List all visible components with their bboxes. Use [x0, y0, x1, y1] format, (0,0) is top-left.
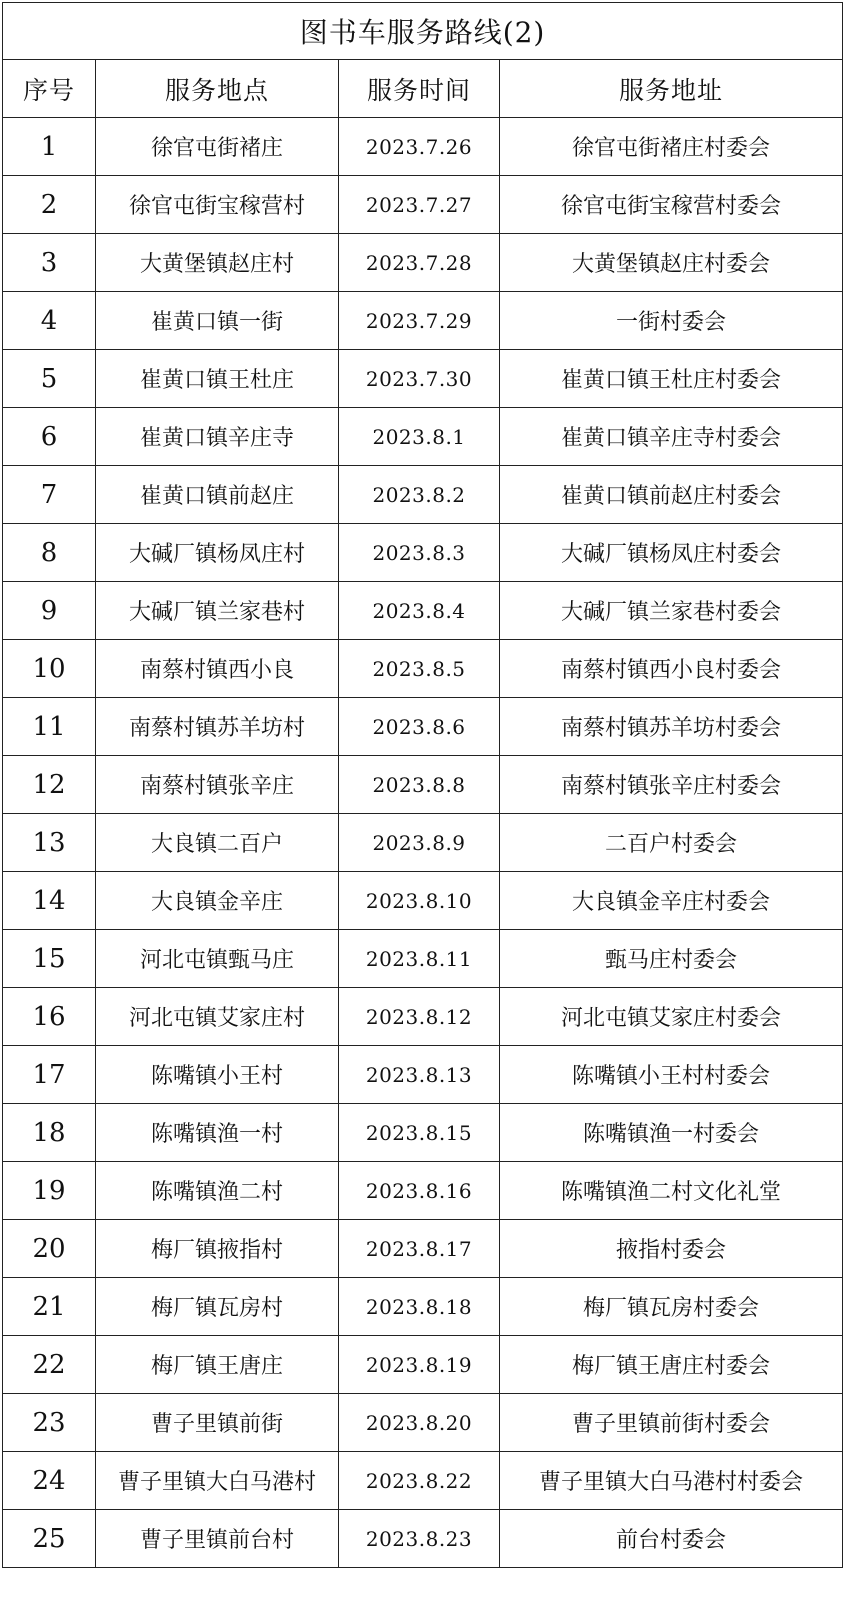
cell-no: 18	[3, 1104, 96, 1162]
cell-no: 21	[3, 1278, 96, 1336]
header-no: 序号	[3, 60, 96, 118]
table-row	[3, 176, 843, 234]
cell-no: 11	[3, 698, 96, 756]
cell-address: 徐官屯街褚庄村委会	[500, 118, 843, 176]
cell-address: 曹子里镇大白马港村村委会	[500, 1452, 843, 1510]
table-row	[3, 350, 843, 408]
cell-time: 2023.8.1	[339, 408, 500, 466]
cell-place: 大碱厂镇杨凤庄村	[96, 524, 339, 582]
route-table	[2, 2, 843, 1568]
cell-no: 24	[3, 1452, 96, 1510]
cell-no: 5	[3, 350, 96, 408]
cell-time: 2023.8.19	[339, 1336, 500, 1394]
cell-no: 6	[3, 408, 96, 466]
cell-time: 2023.8.9	[339, 814, 500, 872]
table-title: 图书车服务路线(2)	[3, 3, 843, 60]
table-row	[3, 1452, 843, 1510]
cell-place: 陈嘴镇小王村	[96, 1046, 339, 1104]
table-row	[3, 1394, 843, 1452]
cell-address: 崔黄口镇前赵庄村委会	[500, 466, 843, 524]
cell-place: 梅厂镇王唐庄	[96, 1336, 339, 1394]
cell-time: 2023.7.26	[339, 118, 500, 176]
table-row	[3, 1510, 843, 1568]
cell-time: 2023.8.3	[339, 524, 500, 582]
cell-time: 2023.8.22	[339, 1452, 500, 1510]
cell-time: 2023.8.18	[339, 1278, 500, 1336]
table-row	[3, 640, 843, 698]
table-row	[3, 872, 843, 930]
table-row	[3, 1278, 843, 1336]
cell-address: 大黄堡镇赵庄村委会	[500, 234, 843, 292]
table-row	[3, 1162, 843, 1220]
cell-address: 河北屯镇艾家庄村委会	[500, 988, 843, 1046]
cell-time: 2023.8.5	[339, 640, 500, 698]
cell-time: 2023.8.17	[339, 1220, 500, 1278]
cell-place: 崔黄口镇前赵庄	[96, 466, 339, 524]
cell-no: 10	[3, 640, 96, 698]
cell-place: 曹子里镇前台村	[96, 1510, 339, 1568]
cell-time: 2023.8.23	[339, 1510, 500, 1568]
cell-address: 甄马庄村委会	[500, 930, 843, 988]
table-row	[3, 1046, 843, 1104]
cell-address: 大良镇金辛庄村委会	[500, 872, 843, 930]
cell-place: 徐官屯街宝稼营村	[96, 176, 339, 234]
cell-address: 前台村委会	[500, 1510, 843, 1568]
cell-time: 2023.8.8	[339, 756, 500, 814]
cell-place: 曹子里镇大白马港村	[96, 1452, 339, 1510]
cell-time: 2023.8.13	[339, 1046, 500, 1104]
title-row	[3, 3, 843, 60]
cell-time: 2023.8.2	[339, 466, 500, 524]
cell-place: 曹子里镇前街	[96, 1394, 339, 1452]
header-place: 服务地点	[96, 60, 339, 118]
cell-address: 崔黄口镇辛庄寺村委会	[500, 408, 843, 466]
table-row	[3, 756, 843, 814]
cell-time: 2023.8.20	[339, 1394, 500, 1452]
cell-no: 8	[3, 524, 96, 582]
cell-address: 梅厂镇王唐庄村委会	[500, 1336, 843, 1394]
cell-place: 崔黄口镇一街	[96, 292, 339, 350]
cell-address: 南蔡村镇张辛庄村委会	[500, 756, 843, 814]
cell-address: 陈嘴镇小王村村委会	[500, 1046, 843, 1104]
cell-address: 大碱厂镇兰家巷村委会	[500, 582, 843, 640]
table-row	[3, 1104, 843, 1162]
cell-no: 14	[3, 872, 96, 930]
cell-time: 2023.8.10	[339, 872, 500, 930]
cell-address: 陈嘴镇渔二村文化礼堂	[500, 1162, 843, 1220]
cell-no: 23	[3, 1394, 96, 1452]
cell-place: 陈嘴镇渔一村	[96, 1104, 339, 1162]
cell-address: 徐官屯街宝稼营村委会	[500, 176, 843, 234]
cell-place: 梅厂镇掖指村	[96, 1220, 339, 1278]
cell-address: 一街村委会	[500, 292, 843, 350]
cell-place: 崔黄口镇辛庄寺	[96, 408, 339, 466]
cell-time: 2023.7.27	[339, 176, 500, 234]
cell-time: 2023.8.11	[339, 930, 500, 988]
cell-place: 南蔡村镇西小良	[96, 640, 339, 698]
cell-place: 大良镇二百户	[96, 814, 339, 872]
cell-place: 大黄堡镇赵庄村	[96, 234, 339, 292]
cell-place: 崔黄口镇王杜庄	[96, 350, 339, 408]
table-row	[3, 582, 843, 640]
cell-address: 掖指村委会	[500, 1220, 843, 1278]
cell-time: 2023.7.28	[339, 234, 500, 292]
table-row	[3, 988, 843, 1046]
cell-time: 2023.8.16	[339, 1162, 500, 1220]
cell-no: 2	[3, 176, 96, 234]
header-address: 服务地址	[500, 60, 843, 118]
table-row	[3, 524, 843, 582]
cell-place: 南蔡村镇张辛庄	[96, 756, 339, 814]
cell-place: 大碱厂镇兰家巷村	[96, 582, 339, 640]
header-time: 服务时间	[339, 60, 500, 118]
cell-time: 2023.8.15	[339, 1104, 500, 1162]
cell-address: 陈嘴镇渔一村委会	[500, 1104, 843, 1162]
table-row	[3, 408, 843, 466]
cell-address: 南蔡村镇西小良村委会	[500, 640, 843, 698]
table-row	[3, 234, 843, 292]
cell-time: 2023.8.4	[339, 582, 500, 640]
cell-time: 2023.7.30	[339, 350, 500, 408]
cell-no: 3	[3, 234, 96, 292]
cell-no: 22	[3, 1336, 96, 1394]
table-row	[3, 1336, 843, 1394]
cell-time: 2023.8.12	[339, 988, 500, 1046]
cell-no: 25	[3, 1510, 96, 1568]
cell-no: 17	[3, 1046, 96, 1104]
cell-address: 崔黄口镇王杜庄村委会	[500, 350, 843, 408]
cell-address: 大碱厂镇杨凤庄村委会	[500, 524, 843, 582]
cell-place: 徐官屯街褚庄	[96, 118, 339, 176]
table-body	[3, 3, 843, 1568]
header-row	[3, 60, 843, 118]
table-row	[3, 930, 843, 988]
cell-place: 陈嘴镇渔二村	[96, 1162, 339, 1220]
table-row	[3, 292, 843, 350]
cell-no: 20	[3, 1220, 96, 1278]
cell-place: 南蔡村镇苏羊坊村	[96, 698, 339, 756]
cell-no: 4	[3, 292, 96, 350]
table-row	[3, 814, 843, 872]
cell-no: 1	[3, 118, 96, 176]
cell-no: 7	[3, 466, 96, 524]
cell-address: 梅厂镇瓦房村委会	[500, 1278, 843, 1336]
cell-time: 2023.7.29	[339, 292, 500, 350]
cell-time: 2023.8.6	[339, 698, 500, 756]
table-row	[3, 1220, 843, 1278]
cell-no: 15	[3, 930, 96, 988]
cell-place: 河北屯镇艾家庄村	[96, 988, 339, 1046]
cell-place: 梅厂镇瓦房村	[96, 1278, 339, 1336]
cell-no: 12	[3, 756, 96, 814]
cell-no: 13	[3, 814, 96, 872]
cell-address: 曹子里镇前街村委会	[500, 1394, 843, 1452]
cell-place: 大良镇金辛庄	[96, 872, 339, 930]
cell-place: 河北屯镇甄马庄	[96, 930, 339, 988]
table-row	[3, 118, 843, 176]
cell-address: 二百户村委会	[500, 814, 843, 872]
cell-no: 16	[3, 988, 96, 1046]
cell-no: 9	[3, 582, 96, 640]
table-row	[3, 466, 843, 524]
cell-address: 南蔡村镇苏羊坊村委会	[500, 698, 843, 756]
cell-no: 19	[3, 1162, 96, 1220]
table-row	[3, 698, 843, 756]
